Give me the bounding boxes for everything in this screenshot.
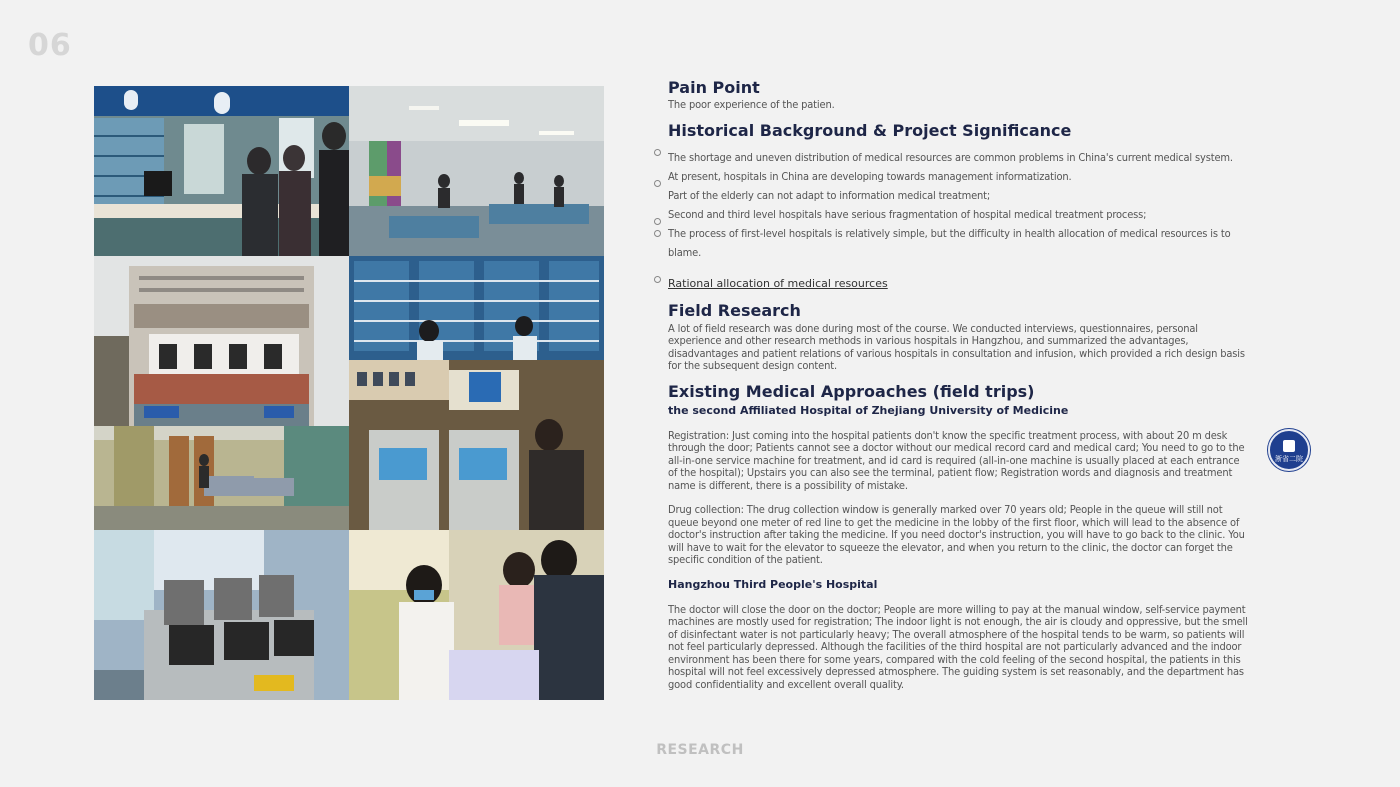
corridor-photo (94, 426, 349, 530)
bullet-icon (654, 276, 661, 283)
hospital-building-photo (94, 256, 349, 426)
bullet-icon (654, 149, 661, 156)
list-item: The process of first-level hospitals is relatively simple, but the difficulty in health allocation of medical resources is to blame. (668, 222, 1248, 260)
hospital-name-2: Hangzhou Third People's Hospital (668, 577, 878, 591)
list-item: At present, hospitals in China are developing towards management informatization. (668, 169, 1072, 183)
self-service-kiosk-photo (349, 360, 604, 530)
pain-point-title: Pain Point (668, 78, 760, 97)
badge-emblem-icon (1283, 440, 1295, 452)
third-hospital-paragraph: The doctor will close the door on the doctor; People are more willing to pay at the manual window, self-service payment machines are mostly used for registration; The indoor light is not enough, the air is cloudy and oppressive, but the smell of disinfectant water is not particularly heavy; The overall atmosphere of the hospital tends to be warm, so patients will not feel particularly depressed. Although the facilities of the third hospital are not particularly advanced and the indoor environment has been there for some years, compared with the cold feeling of the second hospital, the patients in this hospital will not feel excessively depressed atmosphere. The guiding system is set reasonably, and the department has good confidentiality and excellent overall quality. (668, 602, 1248, 691)
list-item: Part of the elderly can not adapt to information medical treatment; (668, 184, 1248, 203)
hospital-logo-badge (1268, 429, 1310, 471)
hospital-name-1: the second Affiliated Hospital of Zhejiang University of Medicine (668, 403, 1069, 417)
footer-section-label: RESEARCH (656, 742, 744, 758)
pharmacy-window-photo (94, 86, 349, 256)
background-title: Historical Background & Project Significance (668, 120, 1072, 140)
resources-link[interactable]: Rational allocation of medical resources (668, 276, 888, 290)
badge-text: 淅省二院 (1275, 455, 1303, 463)
list-item: The shortage and uneven distribution of medical resources are common problems in China's current medical system. (668, 146, 1248, 165)
existing-approaches-title: Existing Medical Approaches (field trips) (668, 381, 1035, 401)
pain-point-text: The poor experience of the patien. (668, 98, 835, 111)
page-number: 06 (28, 28, 72, 63)
list-item: Second and third level hospitals have serious fragmentation of hospital medical treatment process; (668, 207, 1147, 221)
drug-collection-paragraph: Drug collection: The drug collection window is generally marked over 70 years old; People in the queue will still not queue beyond one meter of red line to get the medicine in the lobby of the first floor, which will lead to the absence of doctor's instruction after taking the medicine. If you need doctor's instruction, you will have to go back to the clinic. You will have to wait for the elevator to squeeze the elevator, and when you return to the clinic, the doctor can forget the specific condition of the patient. (668, 503, 1245, 566)
pharmacy-shelves-photo (349, 256, 604, 360)
registration-paragraph: Registration: Just coming into the hospital patients don't know the specific treatment process, with about 20 m desk through the door; Patients cannot see a doctor without our medical record card and medical card; You need to go to the all-in-one service machine for treatment, and id card is required (all-in-one machine is usually placed at each entrance of the hospital); Upstairs you can also see the terminal, patient flow; Registration words and diagnosis and treatment name is different, there is a possibility of mistake. (668, 428, 1245, 492)
hospital-waiting-hall-photo (349, 86, 604, 256)
list-item[interactable] (668, 272, 1248, 291)
waste-bins-photo (94, 530, 349, 700)
infusion-room-photo (349, 530, 604, 700)
text-content (668, 78, 1248, 691)
bullet-icon (654, 230, 661, 237)
bullet-icon (654, 218, 661, 225)
field-research-text: A lot of field research was done during most of the course. We conducted interviews, questionnaires, personal experience and other research methods in various hospitals in Hangzhou, and summarized the advantages, disadvantages and patient relations of various hospitals in consultation and infusion, which provided a rich design basis for the subsequent design content. (668, 321, 1245, 372)
photo-collage (94, 86, 604, 700)
field-research-title: Field Research (668, 300, 801, 320)
bullet-icon (654, 180, 661, 187)
background-bullet-list (668, 146, 1248, 291)
